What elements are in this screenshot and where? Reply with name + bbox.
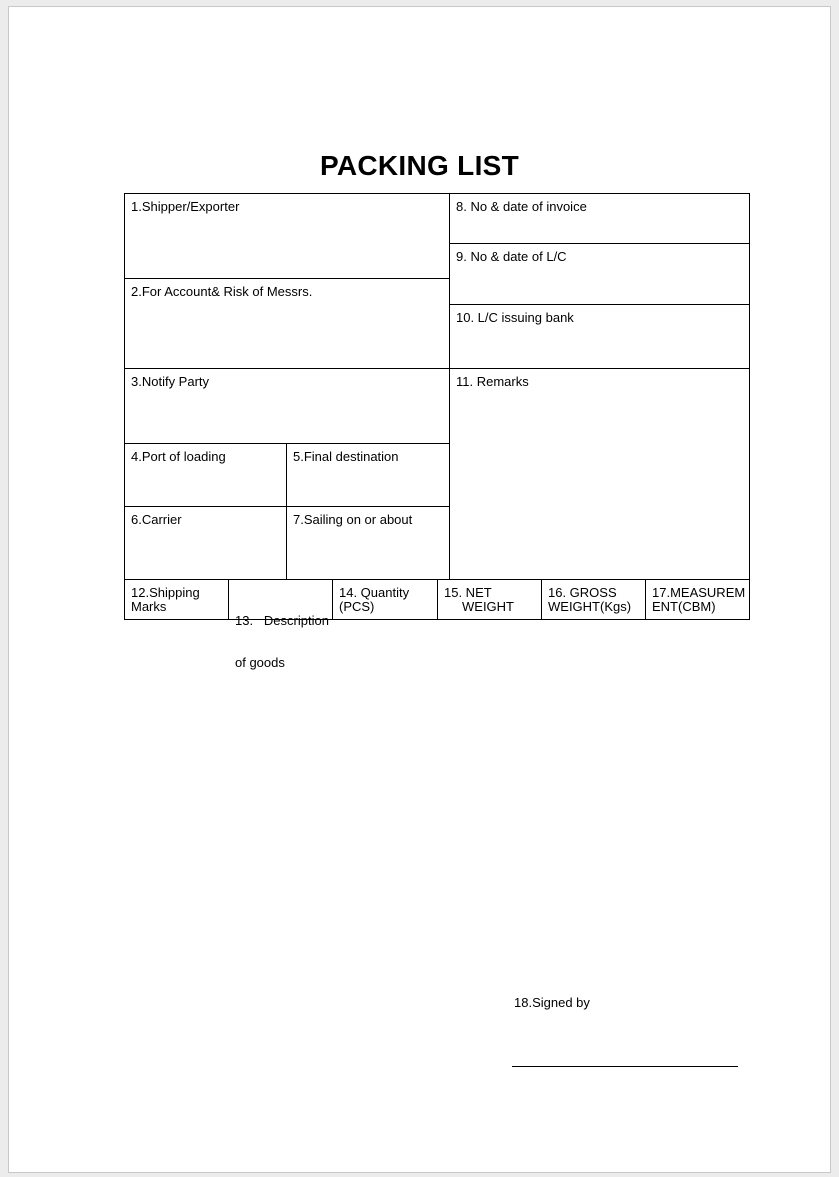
column-header-net-weight [437,579,542,620]
gross-weight-line2: WEIGHT(Kgs) [548,599,632,614]
column-header-gross-weight [541,579,646,620]
measurement-line2: ENT(CBM) [652,599,716,614]
remarks-label: 11. Remarks [456,374,529,389]
quantity-line1: 14. Quantity [339,585,410,600]
signed-by-label: 18.Signed by [514,995,590,1010]
measurement-line1: 17.MEASUREM [652,585,746,600]
port-of-loading-field[interactable] [124,443,287,507]
page-title: PACKING LIST [319,150,520,181]
shipping-marks-line2: Marks [131,599,167,614]
notify-party-field[interactable] [124,368,450,444]
description-line1: 13. Description [235,613,329,628]
lc-number-label: 9. No & date of L/C [456,249,567,264]
final-destination-field[interactable] [286,443,450,507]
column-header-measurement [645,579,750,620]
signature-line[interactable] [512,1066,738,1067]
shipping-marks-line1: 12.Shipping [131,585,200,600]
lc-number-field[interactable] [449,243,750,305]
final-destination-label: 5.Final destination [293,449,399,464]
remarks-field[interactable] [449,368,750,580]
gross-weight-line1: 16. GROSS [548,585,617,600]
lc-issuing-bank-field[interactable] [449,304,750,369]
notify-party-label: 3.Notify Party [131,374,210,389]
account-risk-label: 2.For Account& Risk of Messrs. [131,284,313,299]
lc-issuing-bank-label: 10. L/C issuing bank [456,310,574,325]
sailing-date-label: 7.Sailing on or about [293,512,413,527]
shipper-exporter-field[interactable] [124,193,450,279]
column-header-description [228,579,333,670]
shipper-exporter-label: 1.Shipper/Exporter [131,199,240,214]
sailing-date-field[interactable] [286,506,450,580]
carrier-field[interactable] [124,506,287,580]
carrier-label: 6.Carrier [131,512,182,527]
net-weight-line1: 15. NET [444,585,492,600]
column-header-shipping-marks [124,579,229,620]
invoice-label: 8. No & date of invoice [456,199,587,214]
port-of-loading-label: 4.Port of loading [131,449,226,464]
description-line2: of goods [235,655,285,670]
net-weight-line2: WEIGHT [462,599,514,614]
account-risk-field[interactable] [124,278,450,369]
invoice-field[interactable] [449,193,750,244]
column-header-quantity [332,579,438,620]
quantity-line2: (PCS) [339,599,375,614]
